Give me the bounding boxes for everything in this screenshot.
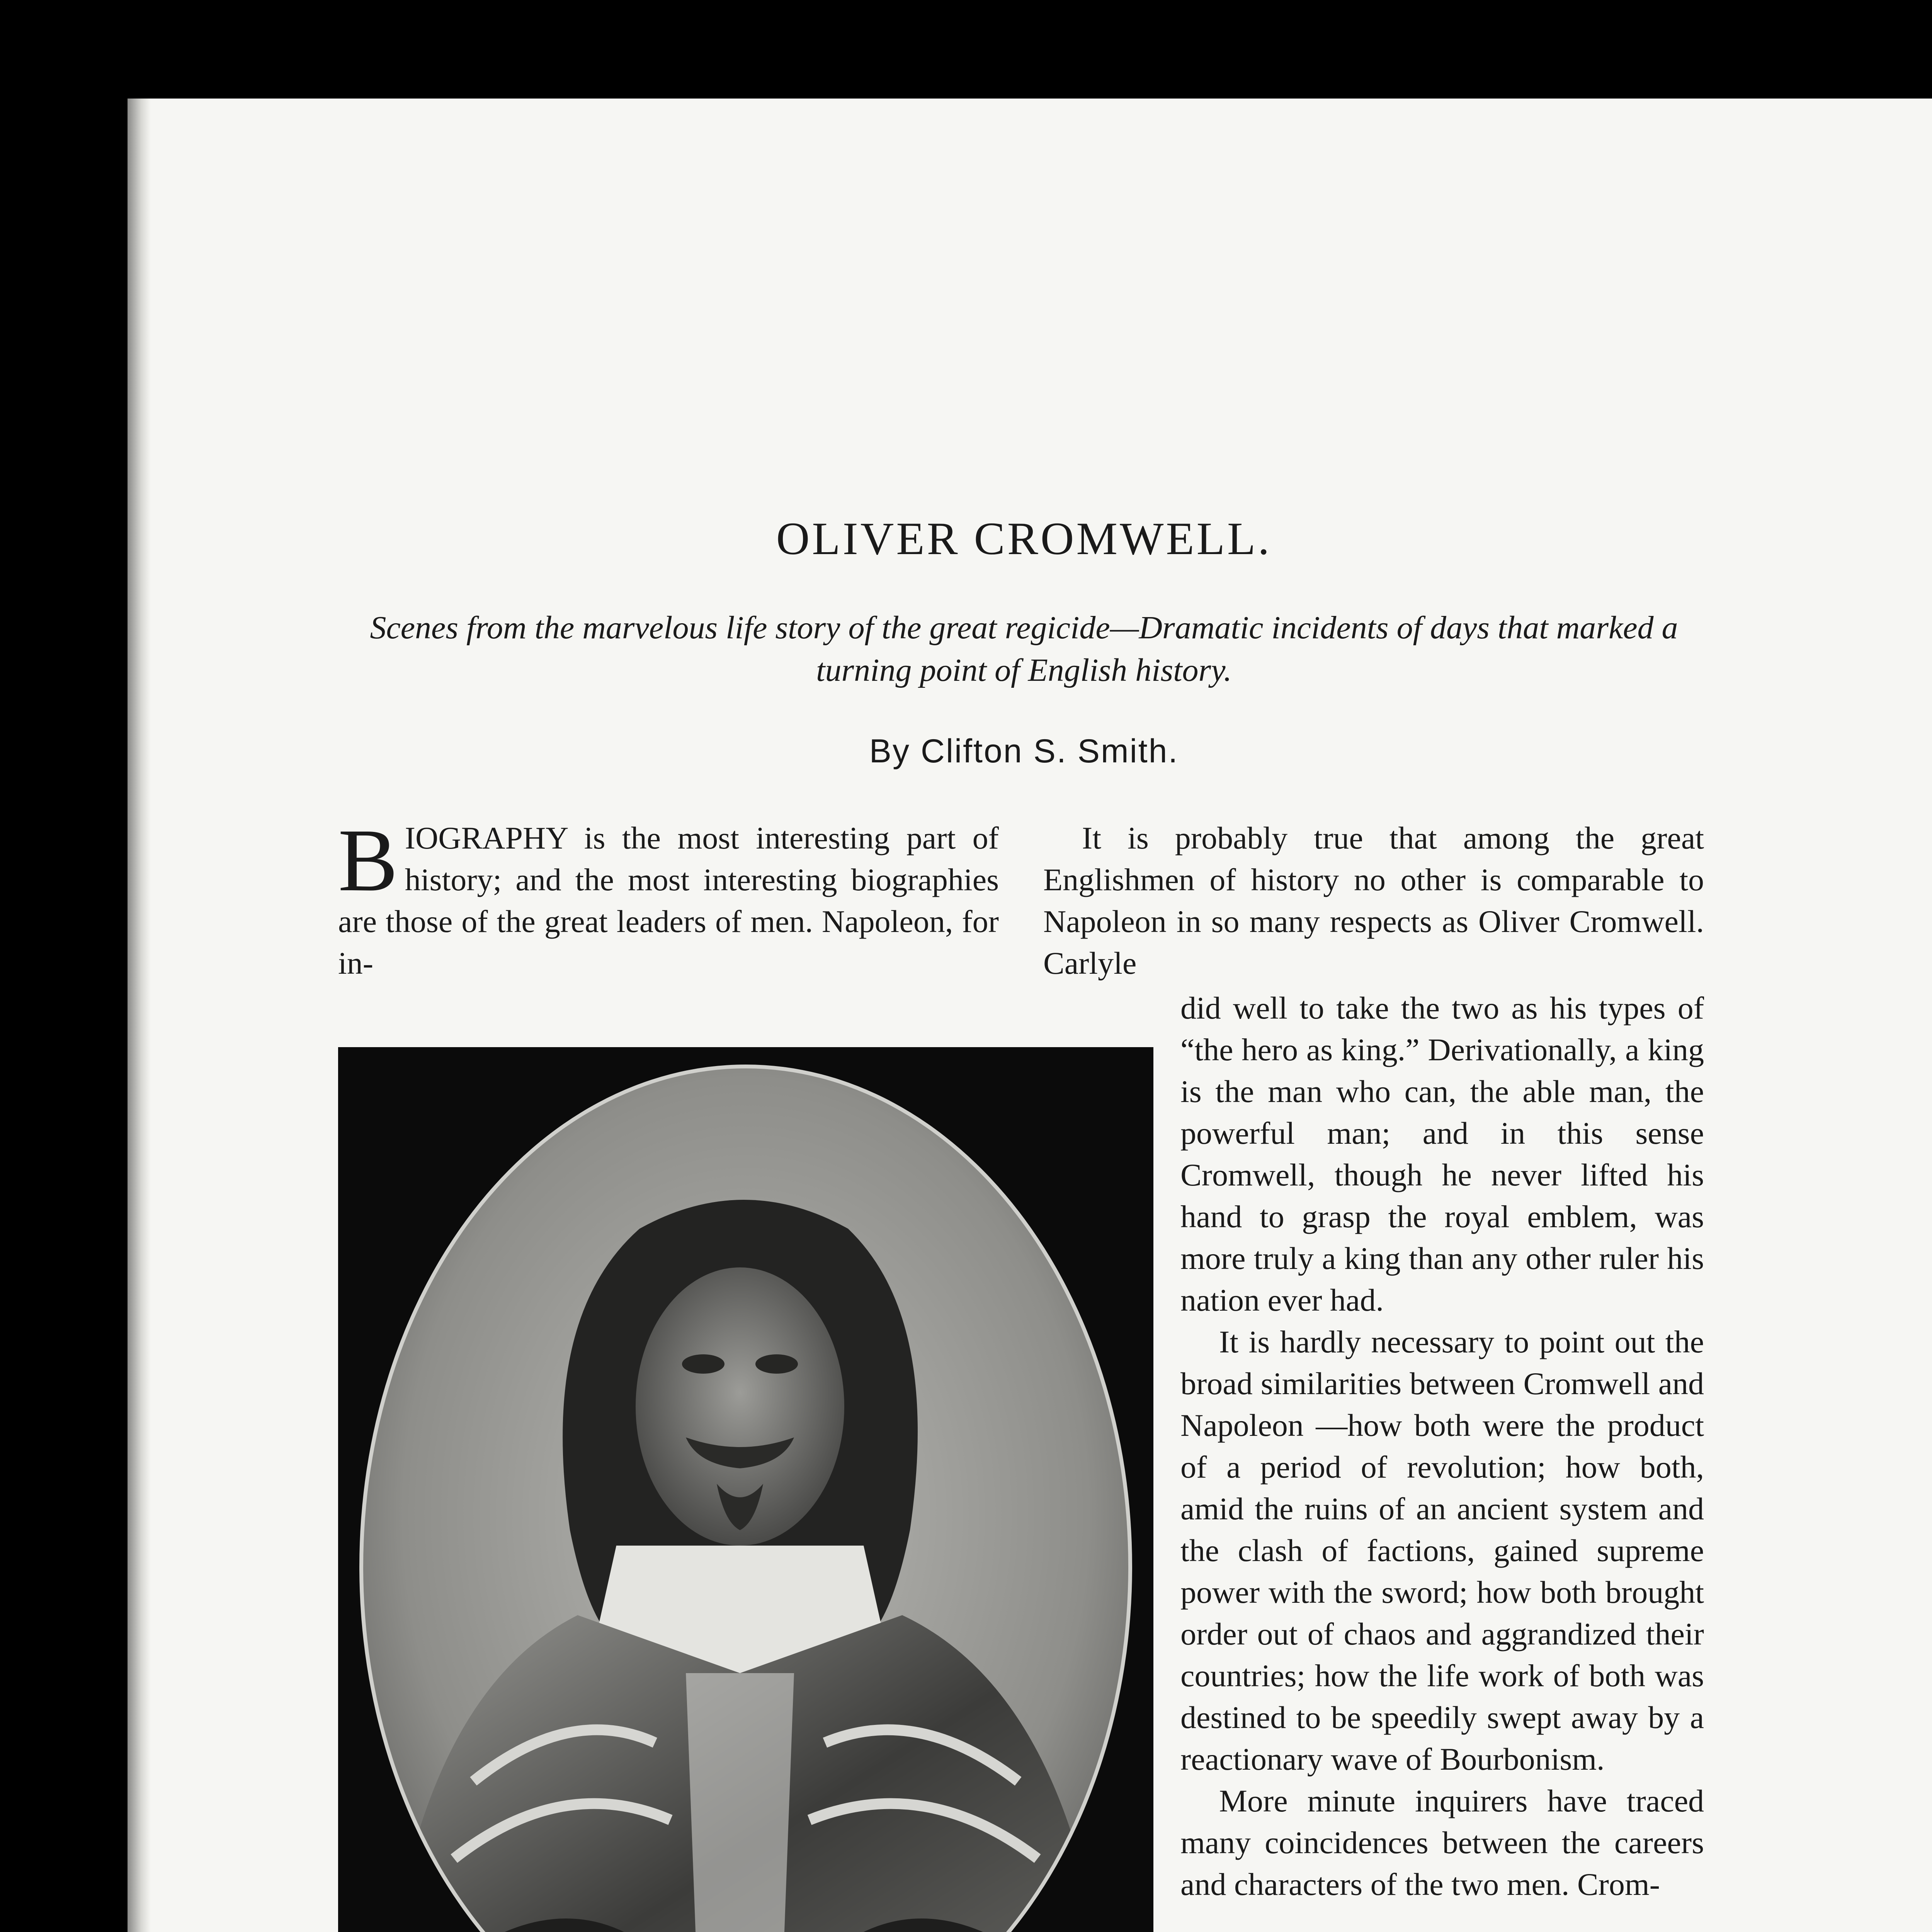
cromwell-portrait-image bbox=[338, 1047, 1153, 1932]
right-paragraph-2: It is hardly necessary to point out the broad similarities between Cromwell and Napoleon —how both were the product of a period of revolution; how both, amid the ruins of an ancient system and the clash of factions, gained supreme power with the sword; how both brought order out of chaos and aggrandized their countries; how the life work of both was destined to be speedily swept away by a reactionary wave of Bourbonism. bbox=[1180, 1324, 1704, 1777]
page-binding-shadow bbox=[128, 99, 151, 1932]
right-column-top bbox=[1043, 817, 1704, 984]
left-column-top bbox=[338, 811, 999, 984]
intro-text: IOGRAPHY is the most interesting part of history; and the most interesting biographies are those of the great leaders of men. Napoleon, for in- bbox=[338, 820, 999, 981]
right-column-mid bbox=[1180, 987, 1704, 1905]
right-paragraph-1-cont: did well to take the two as his types of “the hero as king.” Derivationally, a king is the man who can, the able man, the powerful man; and in this sense Cromwell, though he never lifted his hand to grasp the royal emblem, was more truly a king than any other ruler his nation ever had. bbox=[1180, 990, 1704, 1318]
drop-cap: B bbox=[338, 811, 398, 910]
article-subtitle: Scenes from the marvelous life story of the great regicide—Dramatic incidents of days that marked a turning point of English history. bbox=[370, 610, 1678, 688]
intro-paragraph bbox=[338, 811, 999, 984]
article-byline: By Clifton S. Smith. bbox=[869, 733, 1179, 770]
portrait-photo bbox=[338, 1047, 1153, 1932]
right-paragraph-1-start: It is probably true that among the great Englishmen of history no other is comparable to Napoleon in so many respects as Oliver Cromwell. Carlyle bbox=[1043, 820, 1704, 981]
article-title: OLIVER CROMWELL. bbox=[776, 513, 1272, 564]
right-paragraph-3-start: More minute inquirers have traced many coincidences between the careers and characters of the two men. Crom- bbox=[1180, 1783, 1704, 1902]
